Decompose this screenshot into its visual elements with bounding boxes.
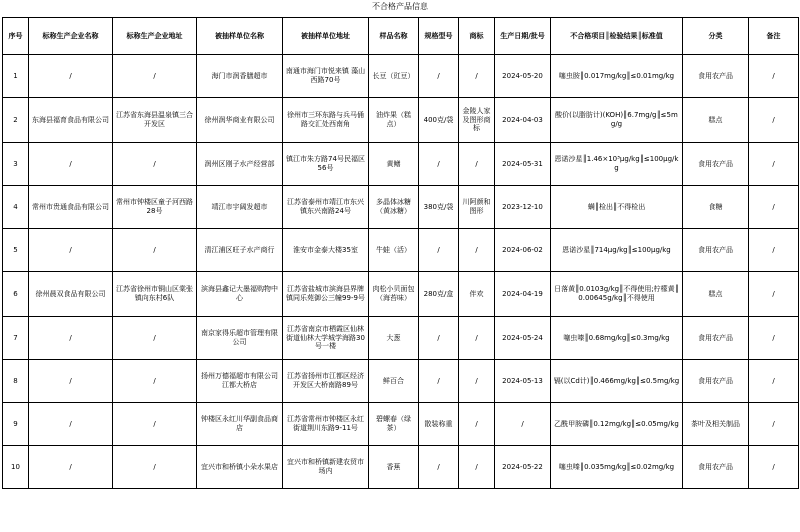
cell-brand: /: [459, 143, 495, 186]
cell-product: 碧螺春（绿茶）: [369, 403, 419, 446]
header-date: 生产日期/批号: [495, 18, 551, 55]
cell-item: 日落黄║0.0103g/kg║不得使用;柠檬黄║0.00645g/kg║不得使用: [551, 272, 683, 317]
cell-mfr-addr: /: [113, 55, 197, 98]
cell-product: 肉松小贝面包（海苔味）: [369, 272, 419, 317]
cell-note: /: [749, 229, 799, 272]
cell-note: /: [749, 143, 799, 186]
cell-product: 长豆（豇豆）: [369, 55, 419, 98]
cell-spec: 散装称重: [419, 403, 459, 446]
cell-unit-name: 润州区刚子水产经营部: [197, 143, 283, 186]
header-unit-addr: 被抽样单位地址: [283, 18, 369, 55]
cell-date: 2024-05-13: [495, 360, 551, 403]
cell-date: 2024-04-19: [495, 272, 551, 317]
cell-unit-name: 靖江市宇阔发超市: [197, 186, 283, 229]
cell-brand: /: [459, 229, 495, 272]
table-row: [3, 317, 799, 360]
cell-mfr-name: /: [29, 446, 113, 489]
cell-mfr-name: /: [29, 360, 113, 403]
header-category: 分类: [683, 18, 749, 55]
cell-note: /: [749, 403, 799, 446]
header-unit-name: 被抽样单位名称: [197, 18, 283, 55]
header-mfr-name: 标称生产企业名称: [29, 18, 113, 55]
cell-brand: /: [459, 446, 495, 489]
cell-unit-name: 海门市润香膳超市: [197, 55, 283, 98]
cell-unit-addr: 江苏省泰州市靖江市东兴镇东兴南路24号: [283, 186, 369, 229]
cell-note: /: [749, 317, 799, 360]
document-title: 不合格产品信息: [372, 2, 428, 11]
cell-unit-name: 南京家得乐超市管理有限公司: [197, 317, 283, 360]
header-mfr-addr: 标称生产企业地址: [113, 18, 197, 55]
cell-product: 牛蛙（活）: [369, 229, 419, 272]
cell-brand: /: [459, 55, 495, 98]
cell-no: 2: [3, 98, 29, 143]
cell-unit-addr: 江苏省扬州市江都区经济开发区大桥南路89号: [283, 360, 369, 403]
cell-no: 6: [3, 272, 29, 317]
header-no: 序号: [3, 18, 29, 55]
cell-mfr-addr: /: [113, 229, 197, 272]
cell-unit-addr: 南通市海门市悦来镇 藻山西路70号: [283, 55, 369, 98]
cell-product: 鲜百合: [369, 360, 419, 403]
cell-date: 2023-12-10: [495, 186, 551, 229]
cell-product: 黄鳝: [369, 143, 419, 186]
cell-date: 2024-05-24: [495, 317, 551, 360]
cell-mfr-name: /: [29, 403, 113, 446]
cell-no: 7: [3, 317, 29, 360]
table-row: [3, 446, 799, 489]
cell-mfr-addr: 常州市钟楼区童子河西路28号: [113, 186, 197, 229]
cell-unit-addr: 江苏省盐城市滨海县界牌镇同乐苑御公三幢99-9号: [283, 272, 369, 317]
cell-note: /: [749, 446, 799, 489]
cell-brand: /: [459, 403, 495, 446]
cell-category: 茶叶及相关制品: [683, 403, 749, 446]
cell-category: 食用农产品: [683, 143, 749, 186]
cell-date: /: [495, 403, 551, 446]
cell-brand: 伴欢: [459, 272, 495, 317]
cell-item: 酸价(以脂肪计)(KOH)║6.7mg/g║≤5mg/g: [551, 98, 683, 143]
cell-category: 食用农产品: [683, 55, 749, 98]
cell-mfr-addr: 江苏省徐州市铜山区棠张镇向东村6队: [113, 272, 197, 317]
cell-category: 食用农产品: [683, 229, 749, 272]
header-item: 不合格项目║检验结果║标准值: [551, 18, 683, 55]
cell-brand: 川阿颜和图形: [459, 186, 495, 229]
cell-mfr-addr: /: [113, 403, 197, 446]
cell-category: 食用农产品: [683, 317, 749, 360]
cell-no: 3: [3, 143, 29, 186]
cell-spec: 280克/盒: [419, 272, 459, 317]
cell-unit-name: 宜兴市和桥镇小朵水果店: [197, 446, 283, 489]
cell-item: 恩诺沙星║714μg/kg║≤100μg/kg: [551, 229, 683, 272]
cell-unit-addr: 宜兴市和桥镇新建农贸市场内: [283, 446, 369, 489]
cell-date: 2024-05-31: [495, 143, 551, 186]
cell-item: 噻虫胺║0.017mg/kg║≤0.01mg/kg: [551, 55, 683, 98]
cell-spec: /: [419, 229, 459, 272]
cell-note: /: [749, 272, 799, 317]
cell-date: 2024-04-03: [495, 98, 551, 143]
cell-date: 2024-06-02: [495, 229, 551, 272]
header-note: 备注: [749, 18, 799, 55]
cell-unit-name: 徐州润华商业有限公司: [197, 98, 283, 143]
table-row: [3, 98, 799, 143]
cell-date: 2024-05-22: [495, 446, 551, 489]
cell-unit-name: 滨海县鑫记大墨福购物中心: [197, 272, 283, 317]
cell-brand: /: [459, 317, 495, 360]
cell-item: 恩诺沙星║1.46×10³μg/kg║≤100μg/kg: [551, 143, 683, 186]
cell-item: 噻虫嗪║0.68mg/kg║≤0.3mg/kg: [551, 317, 683, 360]
cell-no: 9: [3, 403, 29, 446]
cell-product: 多晶体冰糖（黄冰糖）: [369, 186, 419, 229]
header-spec: 规格型号: [419, 18, 459, 55]
cell-mfr-name: /: [29, 317, 113, 360]
table-row: [3, 143, 799, 186]
cell-no: 8: [3, 360, 29, 403]
cell-mfr-name: /: [29, 55, 113, 98]
header-brand: 商标: [459, 18, 495, 55]
cell-unit-addr: 江苏省南京市栖霞区仙林街道仙林大学城学海路30号一楼: [283, 317, 369, 360]
cell-item: 镉(以Cd计)║0.466mg/kg║≤0.5mg/kg: [551, 360, 683, 403]
cell-mfr-name: /: [29, 229, 113, 272]
cell-spec: 400克/袋: [419, 98, 459, 143]
cell-unit-name: 钟楼区永红川华副食品商店: [197, 403, 283, 446]
cell-no: 1: [3, 55, 29, 98]
cell-unit-addr: 徐州市三环东路与兵马俑路交汇处西南角: [283, 98, 369, 143]
cell-mfr-addr: /: [113, 360, 197, 403]
cell-product: 油炸果（糕点）: [369, 98, 419, 143]
cell-category: 食用农产品: [683, 360, 749, 403]
cell-mfr-name: 徐州晨双食品有限公司: [29, 272, 113, 317]
header-product: 样品名称: [369, 18, 419, 55]
cell-mfr-name: /: [29, 143, 113, 186]
cell-mfr-addr: /: [113, 143, 197, 186]
cell-item: 噻虫嗪║0.035mg/kg║≤0.02mg/kg: [551, 446, 683, 489]
cell-note: /: [749, 360, 799, 403]
table-header-row: [3, 18, 799, 55]
cell-item: 乙酰甲胺磷║0.12mg/kg║≤0.05mg/kg: [551, 403, 683, 446]
cell-spec: /: [419, 446, 459, 489]
cell-spec: /: [419, 317, 459, 360]
cell-product: 大葱: [369, 317, 419, 360]
cell-unit-name: 扬州万德福超市有限公司江都大桥店: [197, 360, 283, 403]
cell-category: 食糖: [683, 186, 749, 229]
cell-unit-addr: 镇江市朱方路74号民福区56号: [283, 143, 369, 186]
cell-no: 10: [3, 446, 29, 489]
cell-spec: /: [419, 360, 459, 403]
cell-mfr-addr: /: [113, 317, 197, 360]
cell-category: 食用农产品: [683, 446, 749, 489]
cell-no: 5: [3, 229, 29, 272]
table-row: [3, 186, 799, 229]
cell-unit-addr: 淮安市金泰大楼35室: [283, 229, 369, 272]
table-row: [3, 360, 799, 403]
table-row: [3, 403, 799, 446]
table-row: [3, 272, 799, 317]
table-row: [3, 55, 799, 98]
cell-mfr-addr: /: [113, 446, 197, 489]
table-row: [3, 229, 799, 272]
cell-brand: /: [459, 360, 495, 403]
cell-no: 4: [3, 186, 29, 229]
cell-spec: 380克/袋: [419, 186, 459, 229]
cell-product: 香蕉: [369, 446, 419, 489]
cell-date: 2024-05-20: [495, 55, 551, 98]
cell-unit-addr: 江苏省常州市钟楼区永红街道荆川东路9-11号: [283, 403, 369, 446]
cell-spec: /: [419, 143, 459, 186]
cell-mfr-addr: 江苏省东海县温泉镇三合开发区: [113, 98, 197, 143]
cell-note: /: [749, 186, 799, 229]
cell-unit-name: 清江浦区旺子水产商行: [197, 229, 283, 272]
unqualified-products-table: [2, 17, 799, 489]
cell-brand: 金陵人家及图形商标: [459, 98, 495, 143]
cell-note: /: [749, 55, 799, 98]
cell-spec: /: [419, 55, 459, 98]
cell-note: /: [749, 98, 799, 143]
cell-mfr-name: 常州市贵通食品有限公司: [29, 186, 113, 229]
cell-mfr-name: 东海县福育食品有限公司: [29, 98, 113, 143]
cell-category: 糕点: [683, 98, 749, 143]
cell-category: 糕点: [683, 272, 749, 317]
cell-item: 螨║检出║不得检出: [551, 186, 683, 229]
